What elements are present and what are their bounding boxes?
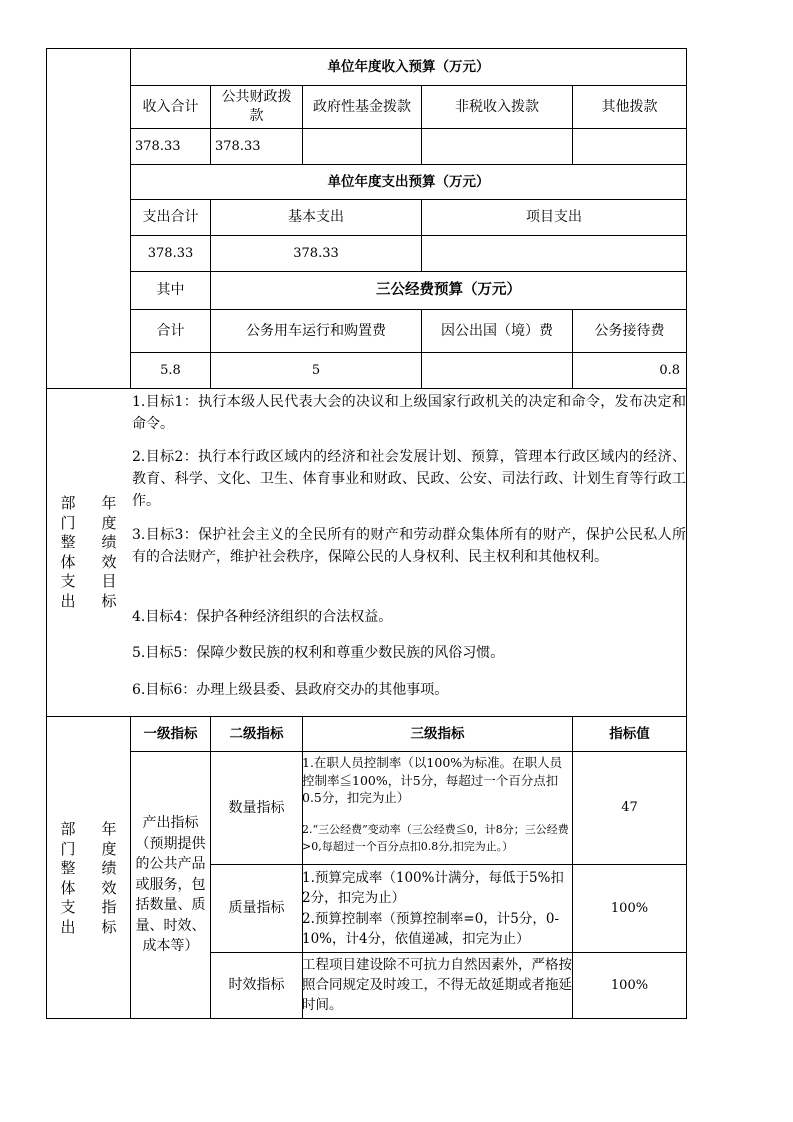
goal-item-4: 4.目标4：保护各种经济组织的合法权益。 xyxy=(132,609,393,625)
sangong-value-vehicle: 5 xyxy=(311,362,321,378)
income-header-total: 收入合计 xyxy=(142,98,199,115)
income-value-other xyxy=(573,129,686,164)
goal-item-6: 6.目标6：办理上级县委、县政府交办的其他事项。 xyxy=(132,682,449,698)
goal-item-2: 2.目标2：执行本行政区域内的经济和社会发展计划、预算，管理本行政区域内的经济、教育、科学、文化、卫生、体育事业和财政、民政、公安、司法行政、计划生育等行政工作。 xyxy=(132,449,686,509)
indicator-level3-quantity-1: 1.在职人员控制率（以100%为标准。在职人员控制率≦100%，计5分，每超过一个百分点扣0.5分，扣完为止） xyxy=(302,755,563,805)
goal-item-5: 5.目标5：保障少数民族的权利和尊重少数民族的风俗习惯。 xyxy=(132,645,505,661)
indicator-level3-timeliness: 工程项目建设除不可抗力自然因素外，严格按照合同规定及时竣工，不得无故延期或者拖延时间。 xyxy=(302,957,572,1013)
income-value-total: 378.33 xyxy=(135,138,181,154)
indicator-value-timeliness: 100% xyxy=(610,977,649,993)
indicator-level1-output: 产出指标（预期提供的公共产品或服务，包括数量、质量、时效、成本等） xyxy=(135,815,206,955)
indicator-header-level2: 二级指标 xyxy=(229,725,284,742)
goals-inner-label: 年度绩效目标 xyxy=(101,494,117,610)
indicators-inner-label: 年度绩效指标 xyxy=(101,820,117,936)
indicators-outer-label: 部门整体支出 xyxy=(60,820,76,936)
sangong-header-vehicle: 公务用车运行和购置费 xyxy=(246,322,386,339)
sangong-side-label: 其中 xyxy=(156,282,185,299)
expense-value-project xyxy=(422,236,686,271)
expense-header-total: 支出合计 xyxy=(142,209,199,226)
indicator-header-level3: 三级指标 xyxy=(410,725,465,742)
indicator-level2-quality: 质量指标 xyxy=(228,900,285,917)
indicator-level3-quality-1: 1.预算完成率（100%计满分，每低于5%扣2分，扣完为止） xyxy=(302,870,564,906)
income-value-public-finance: 378.33 xyxy=(215,138,261,154)
sangong-value-total: 5.8 xyxy=(160,362,181,378)
sangong-title: 三公经费预算（万元） xyxy=(376,281,521,298)
income-header-public-finance: 公共财政拨款 xyxy=(221,89,292,124)
expense-header-basic: 基本支出 xyxy=(288,209,344,226)
indicator-header-level1: 一级指标 xyxy=(143,725,198,742)
goal-item-3: 3.目标3：保护社会主义的全民所有的财产和劳动群众集体所有的财产，保护公民私人所有的合法财产，维护社会秩序，保障公民的人身权利、民主权利和其他权利。 xyxy=(132,527,686,565)
expense-title: 单位年度支出预算（万元） xyxy=(327,173,490,190)
indicator-level3-quality-2: 2.预算控制率（预算控制率=0，计5分，0-10%，计4分，依值递减，扣完为止） xyxy=(302,911,560,947)
sangong-header-abroad: 因公出国（境）费 xyxy=(441,322,553,339)
goal-item-1: 1.目标1：执行本级人民代表大会的决议和上级国家行政机关的决定和命令，发布决定和命令。 xyxy=(132,394,686,432)
indicator-value-quality: 100% xyxy=(610,900,649,916)
indicator-level3-quantity-2: 2.“三公经费”变动率（三公经费≦0，计8分；三公经费>0,每超过一个百分点扣0.8分,扣完为止。） xyxy=(302,823,569,853)
income-value-gov-fund xyxy=(303,129,421,164)
indicator-header-value: 指标值 xyxy=(609,725,650,742)
income-value-non-tax xyxy=(422,129,572,164)
income-header-gov-fund: 政府性基金拨款 xyxy=(313,98,411,115)
expense-value-basic: 378.33 xyxy=(293,245,339,261)
expense-header-project: 项目支出 xyxy=(526,209,582,226)
indicator-value-quantity: 47 xyxy=(621,800,638,816)
expense-value-total: 378.33 xyxy=(147,245,194,261)
income-header-other: 其他拨款 xyxy=(601,98,658,115)
sangong-value-abroad xyxy=(422,353,572,388)
indicator-level2-timeliness: 时效指标 xyxy=(228,977,285,994)
goals-outer-label: 部门整体支出 xyxy=(60,494,76,610)
income-header-non-tax: 非税收入拨款 xyxy=(455,98,539,115)
sangong-header-reception: 公务接待费 xyxy=(594,322,665,339)
sangong-header-total: 合计 xyxy=(156,322,185,339)
income-title: 单位年度收入预算（万元） xyxy=(327,58,490,75)
indicator-level2-quantity: 数量指标 xyxy=(228,799,285,816)
sangong-value-reception: 0.8 xyxy=(659,362,680,378)
